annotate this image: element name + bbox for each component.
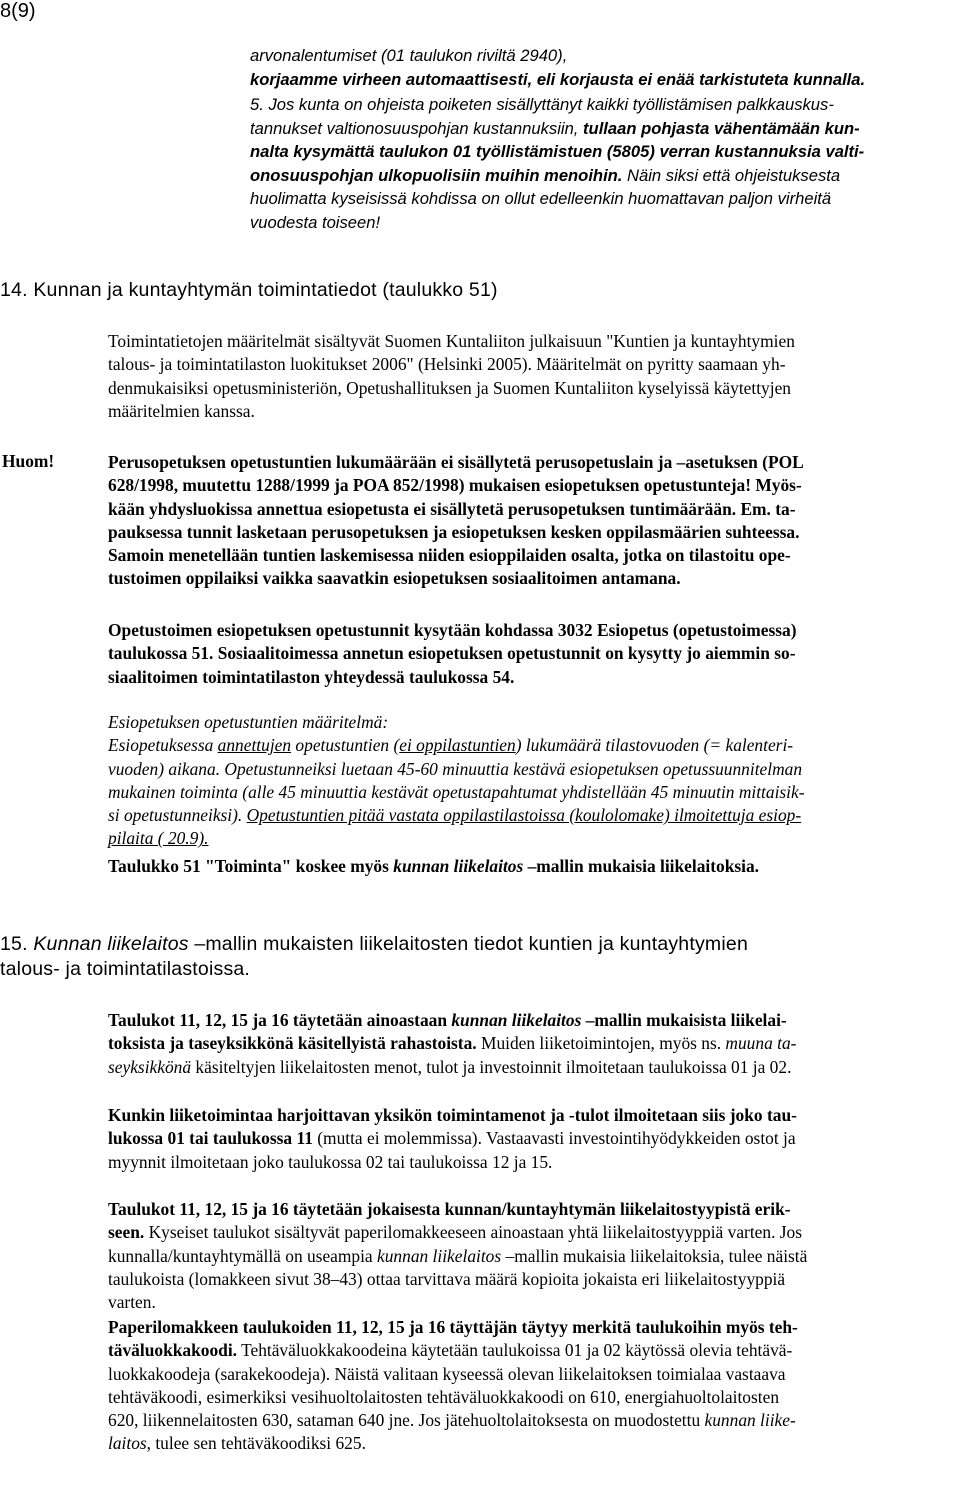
definition-block — [108, 711, 958, 851]
section-15-heading — [0, 932, 748, 981]
paragraph-text: luokkakoodeja (sarakekoodeja). Näistä valitaan kyseessä olevan liikelaitoksen toimialaa vastaava — [108, 1363, 786, 1384]
note-4 — [250, 44, 955, 91]
paragraph-line: kään yhdysluokissa annettua esiopetusta ei sisällytetä perusopetuksen tuntimäärään. Em. ta- — [108, 498, 796, 519]
paragraph-text: käsiteltyjen liikelaitosten menot, tulot ja investoinnit ilmoitetaan taulukoissa 01 ja 02. — [191, 1056, 792, 1077]
paragraph-text: täväluokkakoodi. — [108, 1340, 238, 1361]
section-15-paragraph-1 — [108, 1009, 958, 1079]
paragraph-text: lukossa 01 tai taulukossa 11 — [108, 1128, 313, 1149]
note-5-emphasis: tullaan pohjasta vähentämään kun- — [583, 118, 860, 138]
section-14-heading: 14. Kunnan ja kuntayhtymän toimintatiedot (taulukko 51) — [0, 279, 498, 301]
paragraph-text: Taulukot 11, 12, 15 ja 16 täytetään jokaisesta kunnan/kuntayhtymän liikelaitostyypistä erik- — [108, 1199, 791, 1219]
definition-text: ) lukumäärä tilastovuoden (= kalenteri- — [515, 735, 794, 756]
huom-label: Huom! — [2, 451, 55, 471]
paragraph-emphasis: laitos — [108, 1433, 147, 1454]
paragraph-line: Samoin menetellään tuntien laskemisessa niiden esioppilaiden osalta, jotka on tilastoitu ope- — [108, 545, 791, 566]
heading-text: talous- ja toimintatilastoissa. — [0, 957, 251, 980]
paragraph-line: pauksessa tunnit lasketaan perusopetuksen ja esiopetuksen kesken oppilasmäärien suhteessa. — [108, 521, 800, 542]
paragraph-text: varten. — [108, 1292, 156, 1313]
paragraph-emphasis: muuna ta- — [725, 1033, 797, 1054]
huom-paragraph — [108, 451, 958, 591]
section-14-paragraph-1 — [108, 330, 958, 423]
section-14-paragraph-3 — [108, 619, 958, 689]
paragraph-line: Toimintatietojen määritelmät sisältyvät Suomen Kuntaliiton julkaisuun "Kuntien ja kuntayhtymien — [108, 331, 795, 351]
paragraph-emphasis: kunnan liike- — [704, 1410, 796, 1431]
paragraph-text: myynnit ilmoitetaan joko taulukossa 02 tai taulukoissa 12 ja 15. — [108, 1151, 553, 1172]
taulukko-51-note — [108, 855, 759, 878]
paragraph-text: Paperilomakkeen taulukoiden 11, 12, 15 ja 16 täyttäjän täytyy merkitä taulukoihin myös teh- — [108, 1317, 798, 1337]
note-5-emphasis: nalta kysymättä taulukon 01 työllistämistuen (5805) verran kustannuksia valti- — [250, 142, 865, 162]
paragraph-line: 628/1998, muutettu 1288/1999 ja POA 852/1998) mukaisen esiopetuksen opetustunteja! Myös- — [108, 475, 802, 496]
paragraph-emphasis: kunnan liikelaitos — [377, 1245, 502, 1266]
paragraph-text: Kunkin liiketoimintaa harjoittavan yksikön toimintamenot ja -tulot ilmoitetaan siis joko tau- — [108, 1105, 797, 1125]
paragraph-text: 620, liikennelaitosten 630, sataman 640 jne. Jos jätehuoltolaitoksesta on muodostettu — [108, 1410, 705, 1431]
note-5-text: tannukset valtionosuuspohjan kustannuksiin, — [250, 118, 584, 138]
note-text: Taulukko 51 "Toiminta" koskee myös — [108, 856, 394, 876]
note-5-text: vuodesta toiseen! — [250, 212, 381, 232]
note-5-text: huolimatta kyseisissä kohdissa on ollut edelleenkin huomattavan paljon virheitä — [250, 189, 832, 209]
paragraph-line: tustoimen oppilaiksi vaikka saavatkin esiopetuksen sosiaalitoimen antamana. — [108, 568, 681, 589]
section-15-paragraph-4 — [108, 1316, 958, 1456]
note-text: –mallin mukaisia liikelaitoksia. — [523, 856, 760, 876]
heading-text: 15. — [0, 933, 34, 955]
paragraph-text: Kyseiset taulukot sisältyvät paperilomakkeeseen ainoastaan yhtä liikelaitostyyppiä varten. Jos — [144, 1222, 803, 1243]
definition-text: mukainen toiminta (alle 45 minuuttia kestävät opetustapahtumat yhdistellään 45 minuutin mittaisik- — [108, 781, 805, 802]
paragraph-line: denmukaisiksi opetusministeriön, Opetushallituksen ja Suomen Kuntaliiton kyselyissä käytettyjen — [108, 377, 791, 398]
paragraph-line: Opetustoimen esiopetuksen opetustunnit kysytään kohdassa 3032 Esiopetus (opetustoimessa) — [108, 620, 797, 640]
page-number: 8(9) — [0, 0, 36, 22]
paragraph-text: tehtäväkoodi, esimerkiksi vesihuoltolaitosten tehtäväluokkakoodi on 610, energiahuoltolaitosten — [108, 1386, 780, 1407]
note-4-line-2: korjaamme virheen automaattisesti, eli korjausta ei enää tarkistuteta kunnalla. — [250, 69, 866, 89]
definition-underlined: annettujen — [217, 735, 292, 756]
heading-emphasis: Kunnan liikelaitos — [33, 933, 189, 955]
paragraph-text: toksista ja taseyksikkönä käsitellyistä rahastoista. — [108, 1033, 477, 1054]
paragraph-line: taulukossa 51. Sosiaalitoimessa annetun esiopetuksen opetustunnit on kysytty jo aiemmin so- — [108, 643, 796, 664]
paragraph-line: talous- ja toimintatilaston luokitukset 2006" (Helsinki 2005). Määritelmät on pyritty saamaan yh- — [108, 354, 786, 375]
paragraph-line: Perusopetuksen opetustuntien lukumäärään ei sisällytetä perusopetuslain ja –asetuksen (POL — [108, 452, 804, 472]
definition-underlined: pilaita ( 20.9). — [108, 828, 209, 849]
note-4-line-1: arvonalentumiset (01 taulukon riviltä 2940), — [250, 46, 568, 65]
paragraph-line: määritelmien kanssa. — [108, 400, 255, 421]
paragraph-text: Taulukot 11, 12, 15 ja 16 täytetään ainoastaan — [108, 1010, 452, 1030]
note-5 — [250, 93, 955, 235]
paragraph-text: Muiden liiketoimintojen, myös ns. — [476, 1033, 726, 1054]
paragraph-emphasis: kunnan liikelaitos — [451, 1010, 582, 1030]
definition-title: Esiopetuksen opetustuntien määritelmä: — [108, 712, 389, 732]
paragraph-text: taulukoista (lomakkeen sivut 38–43) ottaa tarvittava määrä kopioita jokaista eri liikelaitostyyppiä — [108, 1268, 786, 1289]
definition-text: si opetustunneiksi). — [108, 805, 247, 826]
definition-text: vuoden) aikana. Opetustunneiksi luetaan 45-60 minuuttia kestävä esiopetuksen opetussuunnitelman — [108, 758, 803, 779]
note-5-number: 5. — [250, 95, 264, 114]
paragraph-text: Tehtäväluokkakoodeina käytetään taulukoissa 01 ja 02 käytössä olevia tehtävä- — [237, 1340, 793, 1361]
paragraph-text: (mutta ei molemmissa). Vastaavasti investointihyödykkeiden ostot ja — [312, 1128, 796, 1149]
note-5-text: Näin siksi että ohjeistuksesta — [622, 165, 841, 185]
paragraph-line: siaalitoimen toimintatilaston yhteydessä taulukossa 54. — [108, 666, 515, 687]
note-emphasis: kunnan liikelaitos — [393, 856, 524, 876]
definition-underlined: ei oppilastuntien — [399, 735, 516, 756]
heading-text: –mallin mukaisten liikelaitosten tiedot kuntien ja kuntayhtymien — [188, 933, 748, 955]
definition-text: Esiopetuksessa — [108, 735, 218, 756]
paragraph-text: , tulee sen tehtäväkoodiksi 625. — [146, 1433, 366, 1454]
definition-text: opetustuntien ( — [291, 735, 400, 756]
paragraph-emphasis: seyksikkönä — [108, 1056, 192, 1077]
paragraph-text: seen. — [108, 1222, 145, 1243]
section-15-paragraph-2 — [108, 1104, 958, 1174]
note-5-text: Jos kunta on ohjeista poiketen sisällyttänyt kaikki työllistämisen palkkauskus- — [268, 95, 834, 114]
note-5-emphasis: onosuuspohjan ulkopuolisiin muihin menoihin. — [250, 165, 623, 185]
section-15-paragraph-3 — [108, 1198, 958, 1314]
definition-underlined: Opetustuntien pitää vastata oppilastilastoissa (koulolomake) ilmoitettuja esiop- — [246, 805, 802, 826]
paragraph-text: kunnalla/kuntayhtymällä on useampia — [108, 1245, 378, 1266]
paragraph-text: –mallin mukaisia liikelaitoksia, tulee näistä — [501, 1245, 808, 1266]
paragraph-text: –mallin mukaisista liikelai- — [581, 1010, 787, 1030]
